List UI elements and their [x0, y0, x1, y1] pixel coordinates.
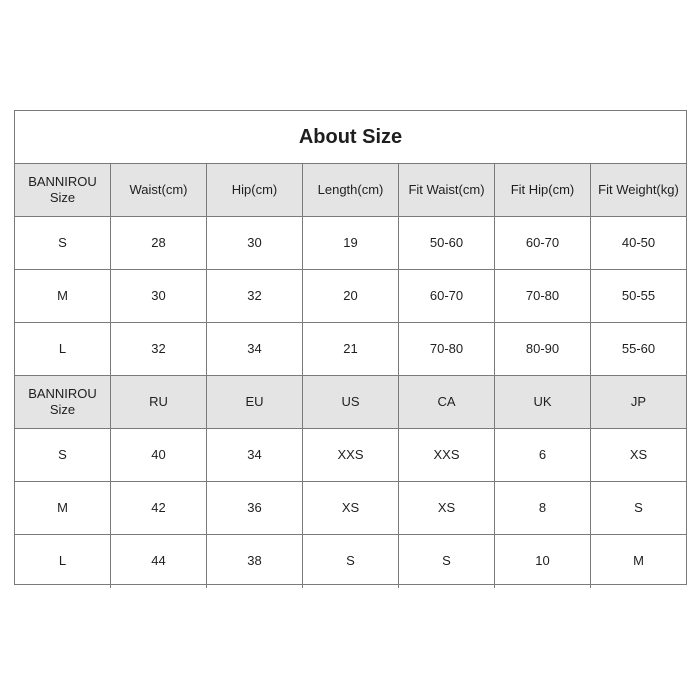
table-cell: 19 [303, 217, 399, 269]
table-cell: XXS [399, 429, 495, 481]
table-cell: L [15, 323, 111, 375]
table-cell: 32 [207, 270, 303, 322]
table-cell: L [15, 535, 111, 588]
header-fit-waist: Fit Waist(cm) [399, 164, 495, 216]
table-cell: 8 [495, 482, 591, 534]
table-cell: S [399, 535, 495, 588]
table-cell: 80-90 [495, 323, 591, 375]
table-row [15, 270, 686, 323]
header-us: US [303, 376, 399, 428]
table-cell: 34 [207, 323, 303, 375]
header-brand-size: BANNIROU Size [15, 164, 111, 216]
header-brand-size: BANNIROU Size [15, 376, 111, 428]
table-cell: 42 [111, 482, 207, 534]
table-cell: M [15, 270, 111, 322]
conversion-header-row [15, 376, 686, 429]
header-fit-hip: Fit Hip(cm) [495, 164, 591, 216]
table-cell: XS [629, 446, 648, 462]
table-cell: 30 [111, 270, 207, 322]
table-cell: 60-70 [399, 270, 495, 322]
table-cell: M [15, 482, 111, 534]
table-cell: S [15, 429, 111, 481]
table-cell: 28 [111, 217, 207, 269]
table-cell: 44 [111, 535, 207, 588]
table-cell: 10 [495, 535, 591, 588]
table-row [15, 323, 686, 376]
table-cell: 34 [207, 429, 303, 481]
chart-title: About Size [15, 111, 686, 164]
table-cell: 40 [111, 429, 207, 481]
table-cell: S [303, 535, 399, 588]
table-cell: M [633, 553, 644, 569]
header-fit-weight: Fit Weight(kg) [598, 181, 679, 197]
table-cell: 38 [207, 535, 303, 588]
table-cell: S [634, 499, 643, 515]
table-cell: 70-80 [399, 323, 495, 375]
table-cell: 50-60 [399, 217, 495, 269]
table-cell: 70-80 [495, 270, 591, 322]
table-cell: 50-55 [621, 287, 656, 303]
table-cell: 40-50 [621, 234, 656, 250]
table-cell: 32 [111, 323, 207, 375]
header-uk: UK [495, 376, 591, 428]
header-length: Length(cm) [303, 164, 399, 216]
table-cell: XS [303, 482, 399, 534]
size-chart-table [14, 110, 687, 585]
header-hip: Hip(cm) [207, 164, 303, 216]
header-ru: RU [111, 376, 207, 428]
header-eu: EU [207, 376, 303, 428]
table-cell: 36 [207, 482, 303, 534]
table-row [15, 482, 686, 535]
table-cell: XS [399, 482, 495, 534]
table-cell: 20 [303, 270, 399, 322]
header-jp: JP [630, 393, 647, 409]
table-cell: 6 [495, 429, 591, 481]
table-row [15, 535, 686, 588]
header-waist: Waist(cm) [111, 164, 207, 216]
table-cell: 21 [303, 323, 399, 375]
header-ca: CA [399, 376, 495, 428]
table-row [15, 429, 686, 482]
table-cell: S [15, 217, 111, 269]
table-cell: XXS [303, 429, 399, 481]
table-cell: 55-60 [621, 340, 656, 356]
table-cell: 60-70 [495, 217, 591, 269]
measurements-header-row [15, 164, 686, 217]
table-cell: 30 [207, 217, 303, 269]
table-row [15, 217, 686, 270]
